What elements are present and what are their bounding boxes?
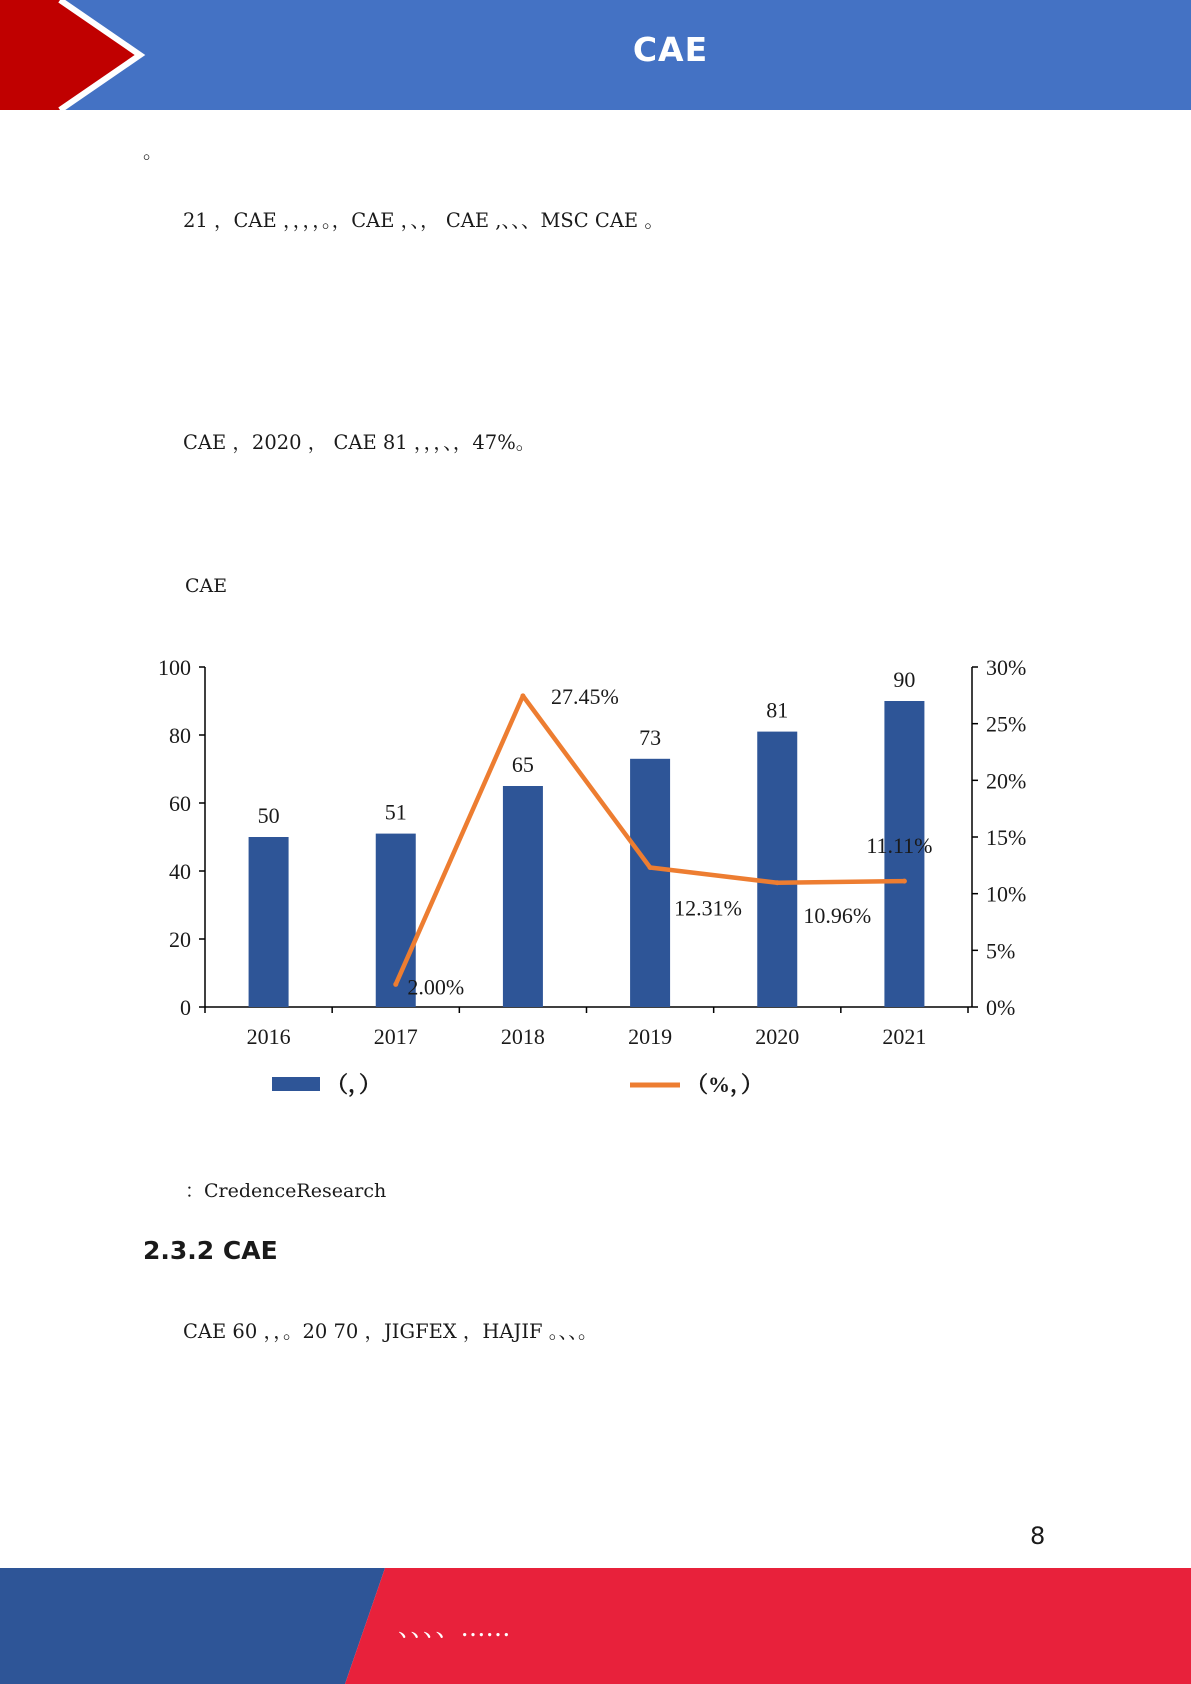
legend-label-revenue: （，）: [326, 1072, 382, 1097]
bar-data-label: 65: [511, 752, 534, 777]
y2-tick-label: 0%: [986, 995, 1016, 1020]
growth-rate-point: [393, 982, 398, 987]
legend-label-growth: （%，）: [686, 1072, 764, 1097]
y-tick-label: 80: [169, 723, 191, 748]
y2-tick-label: 25%: [986, 711, 1027, 737]
paragraph-domestic-cae: CAE 60 ，，。20 70 ，JIGFEX ，HAJIF 。、、。: [183, 1320, 598, 1343]
y-tick-label: 60: [169, 791, 191, 816]
y-tick-label: 20: [169, 927, 191, 952]
bar-revenue: [249, 837, 289, 1007]
report-title: CAE: [632, 30, 709, 69]
market-size-chart: [130, 640, 1070, 1120]
paragraph-cae-history: 21 ，CAE ，，，，。，CAE ，、， CAE ,、、、MSC CAE 。: [183, 209, 664, 232]
line-data-label: 27.45%: [551, 683, 619, 709]
bar-data-label: 81: [766, 697, 789, 723]
section-heading: 2.3.2 CAE: [143, 1236, 278, 1265]
line-data-label: 2.00%: [407, 974, 465, 1000]
bar-data-label: 73: [639, 724, 662, 750]
page-number: 8: [1030, 1522, 1046, 1550]
line-data-label: 10.96%: [803, 902, 872, 928]
x-tick-label: 2020: [755, 1024, 800, 1049]
x-tick-label: 2016: [246, 1024, 291, 1049]
paragraph-market-size: CAE ，2020 ， CAE 81 ，，，、，47%。: [183, 431, 536, 454]
line-data-label: 11.11%: [866, 833, 933, 859]
footer-banner: [0, 1568, 1191, 1684]
bar-data-label: 50: [257, 803, 280, 828]
x-tick-label: 2019: [628, 1024, 673, 1049]
y-tick-label: 40: [169, 859, 191, 884]
paragraph-continuation: 。: [143, 140, 163, 163]
y2-tick-label: 20%: [986, 768, 1027, 794]
x-tick-label: 2018: [500, 1024, 545, 1049]
line-data-label: 12.31%: [674, 895, 742, 921]
y-tick-label: 100: [158, 655, 191, 680]
growth-rate-point: [520, 693, 525, 698]
figure-source: ：CredenceResearch: [185, 1180, 387, 1202]
y2-tick-label: 10%: [986, 881, 1027, 907]
header-arrow-decoration: [0, 0, 160, 110]
bar-data-label: 51: [384, 799, 407, 825]
x-tick-label: 2017: [373, 1024, 418, 1049]
growth-rate-point: [902, 879, 907, 884]
legend-swatch-revenue: [272, 1077, 320, 1091]
bar-revenue: [503, 786, 543, 1007]
y-tick-label: 0: [180, 995, 191, 1020]
growth-rate-point: [648, 865, 653, 870]
figure-title: CAE: [185, 575, 228, 597]
bar-revenue: [757, 732, 797, 1007]
x-tick-label: 2021: [882, 1024, 927, 1049]
header-banner: [0, 0, 1191, 110]
y2-tick-label: 15%: [986, 825, 1027, 850]
footer-background: [0, 1568, 1191, 1684]
bar-data-label: 90: [893, 667, 916, 692]
y2-tick-label: 30%: [986, 655, 1027, 680]
bar-revenue: [630, 759, 670, 1007]
growth-rate-point: [775, 880, 780, 885]
y2-tick-label: 5%: [986, 938, 1016, 964]
footer-slogan-right: 、、、、……: [398, 1613, 511, 1642]
